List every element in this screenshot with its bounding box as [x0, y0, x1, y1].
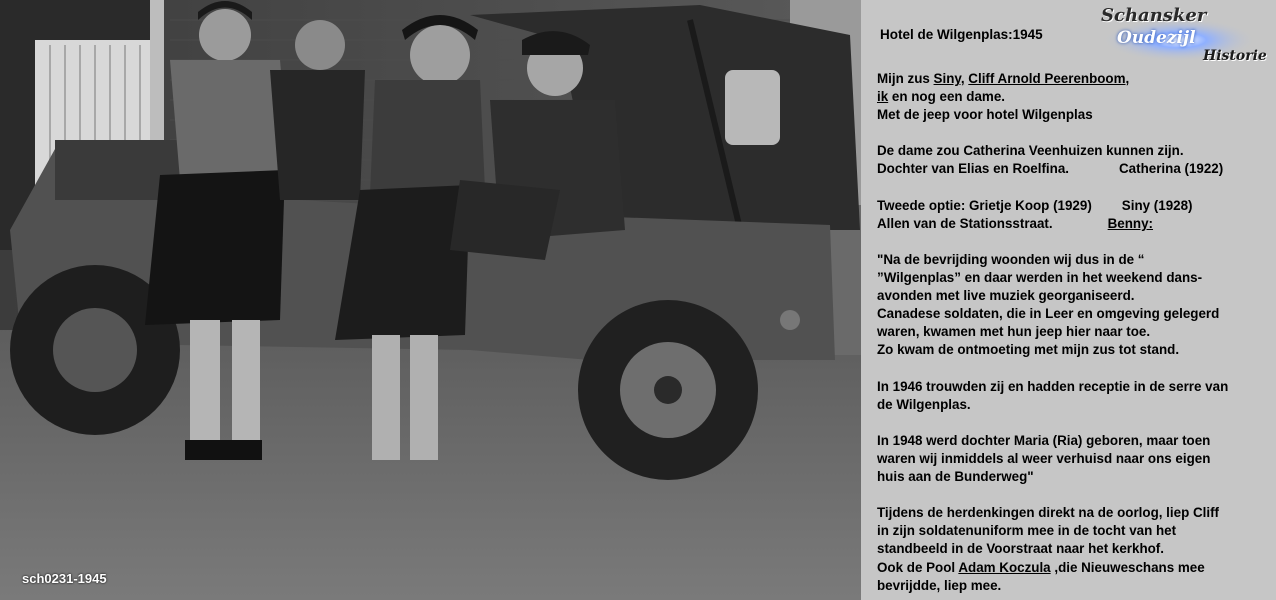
- text-line: in zijn soldatenuniform mee in de tocht van het: [877, 523, 1177, 539]
- link-cliff-arnold-peerenboom[interactable]: Cliff Arnold Peerenboom: [968, 71, 1126, 86]
- jeep-rear-window: [725, 70, 780, 145]
- text-line: De dame zou Catherina Veenhuizen kunnen zijn.: [877, 143, 1184, 159]
- logo-text-historie: Historie: [1203, 48, 1267, 64]
- logo-text-schansker: Schansker: [1101, 5, 1207, 26]
- text-line: In 1948 werd dochter Maria (Ria) geboren, maar toen: [877, 432, 1211, 448]
- text-line: Tweede optie: Grietje Koop (1929) Siny (1928): [877, 197, 1193, 213]
- link-ik[interactable]: ik: [877, 89, 889, 105]
- text-line: ik en nog een dame.: [877, 89, 1005, 105]
- text-line: Ook de Pool Adam Koczula ,die Nieuweschans mee: [877, 559, 1205, 575]
- quote-line: ”Wilgenplas” en daar werden in het weekend dans-: [877, 270, 1203, 286]
- story-panel: [861, 0, 1276, 600]
- quote-line: Zo kwam de ontmoeting met mijn zus tot stand.: [877, 342, 1180, 358]
- text-line: Mijn zus Siny, Cliff Arnold Peerenboom,: [877, 71, 1130, 86]
- blank-line: [877, 360, 1272, 378]
- blank-line: [877, 179, 1272, 197]
- text-line: waren wij inmiddels al weer verhuisd naar ons eigen: [877, 450, 1211, 466]
- photo-caption: sch0231-1945: [22, 571, 107, 586]
- page-title: Hotel de Wilgenplas:1945: [880, 27, 1043, 42]
- text-line: standbeeld in de Voorstraat naar het kerkhof.: [877, 541, 1164, 557]
- text-line: bevrijdde, liep mee.: [877, 577, 1002, 593]
- text-line: Dochter van Elias en Roelfina. Catherina (1922): [877, 161, 1224, 177]
- quote-line: waren, kwamen met hun jeep hier naar toe.: [877, 324, 1151, 340]
- quote-line: "Na de bevrijding woonden wij dus in de “: [877, 251, 1145, 267]
- text-line: Allen van de Stationsstraat. Benny:: [877, 215, 1154, 231]
- text-line: In 1946 trouwden zij en hadden receptie in de serre van: [877, 378, 1229, 394]
- blank-line: [877, 233, 1272, 251]
- text-line: de Wilgenplas.: [877, 396, 971, 412]
- link-adam-koczula[interactable]: Adam Koczula: [958, 559, 1051, 575]
- story-text: [877, 70, 1272, 595]
- schansker-oudezijl-logo: [1097, 4, 1273, 68]
- link-siny[interactable]: Siny,: [933, 71, 965, 86]
- logo-text-oudezijl: Oudezijl: [1117, 28, 1196, 48]
- text-line: Met de jeep voor hotel Wilgenplas: [877, 107, 1093, 123]
- text-line: Tijdens de herdenkingen direkt na de oorlog, liep Cliff: [877, 505, 1220, 521]
- blank-line: [877, 414, 1272, 432]
- blank-line: [877, 486, 1272, 504]
- link-benny[interactable]: Benny:: [1107, 215, 1154, 231]
- blank-line: [877, 124, 1272, 142]
- quote-line: avonden met live muziek georganiseerd.: [877, 288, 1135, 304]
- quote-line: Canadese soldaten, die in Leer en omgeving gelegerd: [877, 306, 1220, 322]
- text-line: huis aan de Bunderweg": [877, 469, 1034, 485]
